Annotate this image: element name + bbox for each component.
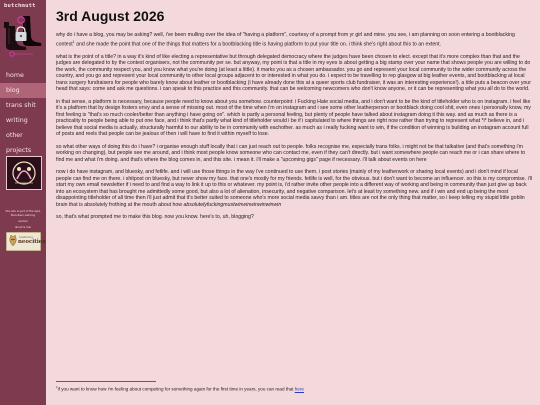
neocities-badge-small: hosted by	[19, 235, 33, 239]
post-paragraph: what is the point of a title? in a way it's kind of like electing a representative but through delegated democracy where the judges have been chosen to elect. except that it's more complex than that and the judges are delegated to by the contest organisers, not the community per se. but anyway, my point is that a title in my eyes is about getting a big stamp over your name that shows people you are willing to do the work, the community respect you, and you know what you're doing (at least a little). it marks you as a chosen ambassador. you go and represent your local community to the wider community across the country, and you go and represent your local community to other local groups adjacent to or interested in what you do. i expect to be travelling to rep glasgow at big leather events, and bootblacking at local trans surgery fundraisers for people who barely know about leather or bootblacking (i have already done this at a queer sports club fundraiser, it was an interesting experience!). a title puts a beacon over your head that says: come and ask me questions. i can speak to this practice and this community. that can be welcoming newcomers who don't know anyone, or it can be representing what you all do to the world.	[56, 53, 531, 93]
nav-item-home[interactable]: home	[6, 72, 24, 79]
post-text: now i do have instagram, and bluesky, and fetlife. and i will use those things in the way i've continued to use them. i post stories (mainly of my leatherwork or sharing local events) and i don't mind if local people can find me on there. i shitpost on bluesky, but never show my face. that one's mostly for my friends. fetlife is well, for the obvious. but i don't want to become an influencer. so this is my compromise. i'll start my own email newsletter if i need to and find a way to link it up to this or whatever. my point is, i'd rather invite other people into a different way of working and being in community than just give up back into an ecosystem that has brought me admittedly some good, but also a lot of alienation, insecurity, and negative comparison. let's at least try something new. and if i win and end up being the most disappointing titleholder of all time then i'll just admit that it's better suited to someone who's more social media savvy than i am. titles are not the only thing that matter, so i keep telling my stupid little goblin brain that is absolutely frothing at the mouth about how	[56, 169, 533, 208]
post-paragraph	[56, 169, 534, 208]
webring-logo-icon	[7, 157, 41, 189]
neocities-badge[interactable]	[6, 232, 46, 251]
post-emphasis: absolutelyfuckingmustwinwinwinwinwinwin	[183, 201, 282, 208]
site-title: butchmutt	[4, 3, 36, 9]
footnote-ref[interactable]: 1	[72, 39, 75, 44]
site-nav	[0, 68, 46, 154]
blog-post	[56, 8, 534, 227]
nav-item-other-projects[interactable]: other projects	[6, 132, 32, 154]
footnote-text: if you want to know how i'm feeling about competing for something again for the first time in years, you can read that	[57, 386, 295, 392]
nav-item-trans-shit[interactable]: trans shit	[6, 102, 36, 109]
sidebar	[0, 0, 46, 405]
post-paragraph: in that sense, a platform is necessary, because people need to know about you somehow. counterpoint: i Fucking Hate social media, and i don't want to be the kind of titleholder who is on instagram. i feel like it's a platform that by design fosters envy and a sense of missing out. most of the time when i'm on instagram and i see some other leatherperson or bootblack doing cool shit, even ones i personally know, my first feeling is "that's so much cooler/better than anything i have going on". which is partly a personal feeling, but plenty of people have talked about instagram doing it this way. and as much as there is a practicality to people being able to put one face, and i think that's partly what kind of titleholder would i be if i capitulated to where things are right now rather than trying to represent what *i* believe in, and i believe that social media is actually, structurally harmful to our ability to be in community with eachother. as much as i really fucking want to win, if the condition of winning is building an instagram account full of posts and reels that people can be jealous of then i will have to find it within myself to lose.	[56, 98, 531, 138]
footnote	[56, 385, 304, 392]
neocities-badge-big: neocities	[18, 239, 46, 245]
footnote-divider	[56, 381, 156, 382]
post-paragraph: so what other ways of doing this do i have? i organise enough stuff locally that i can just reach out to people. folks recognise me, especially trans folks. i might not be that talkative (and that's something i'm working on changing), but people see me around, and i think most people know someone who can contact me, even if they can't directly. but i want somewhere people can reach me or i can share where to find me and what i'm doing. and that's where the blog comes in, and this site. i mean it. i'll make a "upcoming gigs" page if necessary. i'll talk about events on here	[56, 143, 526, 163]
footnote-link[interactable]: here	[294, 386, 304, 392]
footnote-marker: 1	[56, 385, 58, 389]
site-logo[interactable]	[3, 12, 43, 58]
post-paragraph	[56, 32, 534, 48]
boots-lock-icon	[3, 12, 43, 58]
webring-random-link[interactable]: random	[17, 220, 29, 223]
nav-item-blog[interactable]: blog	[0, 83, 46, 98]
webring-button[interactable]	[6, 156, 42, 190]
post-text: and she made the point that one of the things that matters for a bootblacking title is having platform to put your title on. i think she's right about this to an extent.	[74, 41, 442, 48]
neocities-cat-icon	[8, 234, 18, 248]
webring-tagline: this site is part of the dyke Biscuiteer webring	[5, 210, 41, 217]
post-text: why do i have a blog, you may be asking? well, i've been mulling over the idea of "having a platform", courtesy of a prompt from yr girl and mine. you see, i am planning on soon entering a bootblacking contest	[56, 32, 515, 48]
post-title: 3rd August 2026	[56, 8, 165, 24]
post-paragraph: so, that's what prompted me to make this blog. now you know. here's to, uh, blogging?	[56, 214, 254, 221]
nav-item-writing[interactable]: writing	[6, 117, 28, 124]
webring-hub-link[interactable]: about & hub	[14, 226, 32, 229]
